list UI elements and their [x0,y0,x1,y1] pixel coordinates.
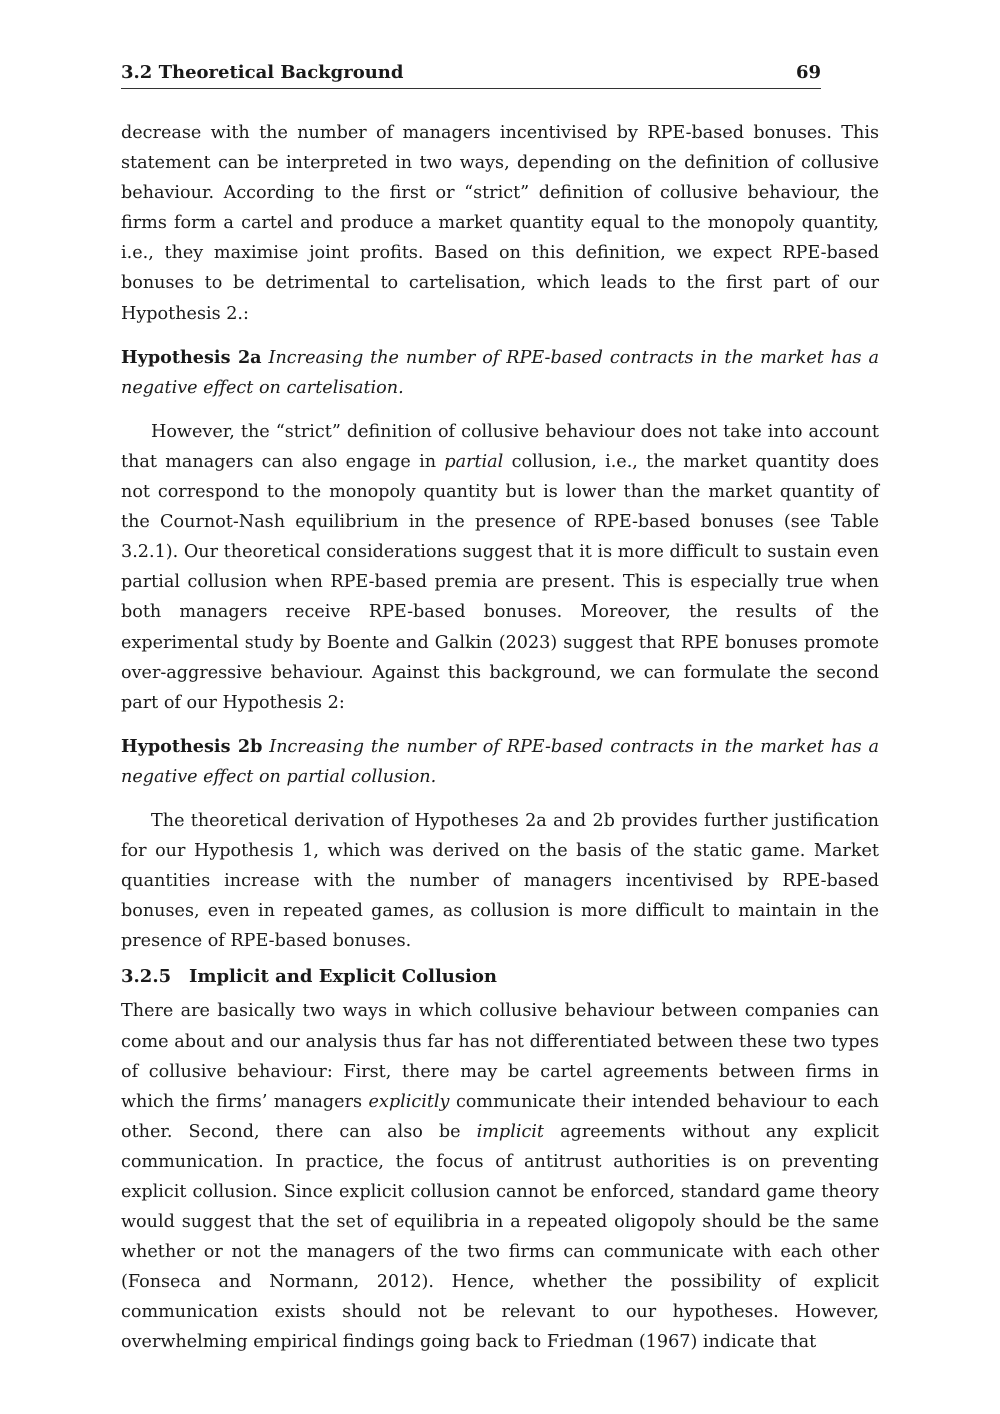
paragraph-1: decrease with the number of managers incentivised by RPE-based bonuses. This statement can be interpreted in two ways, depending on the definition of collusive behaviour. According to the first or “strict” definition of collusive behaviour, the firms form a cartel and produce a market quantity equal to the monopoly quantity, i.e., they maximise joint profits. Based on this definition, we expect RPE-based bonuses to be detrimental to cartelisation, which leads to the first part of our Hypothesis 2.: [121,123,879,324]
section-title: Implicit and Explicit Collusion [189,966,497,988]
paragraph-3: The theoretical derivation of Hypotheses 2a and 2b provides further justification for our Hypothesis 1, which was derived on the basis of the static game. Market quantities increase with the number of managers incentivised by RPE-based bonuses, even in repeated games, as collusion is more difficult to maintain in the presence of RPE-based bonuses. [121,810,879,952]
hypothesis-2a-label: Hypothesis 2a [121,346,262,368]
page-number: 69 [795,62,821,83]
paragraph-2-part-a: However, the “strict” definition of collusive behaviour does not take into account that managers can also engage in [121,421,879,472]
paragraph-4-part-c: agreements without any explicit communication. In practice, the focus of antitrust authorities is on preventing explicit collusion. Since explicit collusion cannot be enforced, standard game theory would suggest that the set of equilibria in a repeated oligopoly should be the same whether or not the managers of the two firms can communicate with each other (Fonseca and Normann, 2012). Hence, whether the possibility of explicit communication exists should not be relevant to our hypotheses. However, overwhelming empirical findings going back to Friedman (1967) indicate that [121,1121,879,1353]
paragraph-4 [121,996,879,1357]
paragraph-2-part-b: collusion, i.e., the market quantity does not correspond to the monopoly quantity but is lower than the market quantity of the Cournot-Nash equilibrium in the presence of RPE-based bonuses (see Table 3.2.1). Our theoretical considerations suggest that it is more difficult to sustain even partial collusion when RPE-based premia are present. This is especially true when both managers receive RPE-based bonuses. Moreover, the results of the experimental study by Boente and Galkin (2023) suggest that RPE bonuses promote over-aggressive behaviour. Against this background, we can formulate the second part of our Hypothesis 2: [121,451,879,713]
hypothesis-2b [121,732,879,792]
body-text [121,118,879,1358]
running-head-section: 3.2 Theoretical Background [121,62,404,83]
hypothesis-2b-text: Increasing the number of RPE-based contracts in the market has a negative effect on partial collusion. [121,736,879,787]
paragraph-4-part-a: There are basically two ways in which collusive behaviour between companies can come about and our analysis thus far has not differentiated between these two types of collusive behaviour: First, there may be cartel agreements between firms in which the firms’ managers [121,1001,879,1112]
section-number: 3.2.5 [121,966,172,988]
paragraph-2 [121,417,879,718]
hypothesis-2b-label: Hypothesis 2b [121,735,263,757]
paragraph-4-part-b: communicate their intended behaviour to each other. Second, there can also be [121,1091,879,1142]
paragraph-4-emphasis-1: explicitly [368,1091,450,1112]
running-head [121,60,821,89]
paragraph-2-emphasis: partial [444,451,504,472]
hypothesis-2a-text: Increasing the number of RPE-based contracts in the market has a negative effect on cartelisation. [121,347,879,398]
paragraph-4-emphasis-2: implicit [476,1121,545,1142]
hypothesis-2a [121,343,879,403]
section-heading-3-2-5 [121,962,879,992]
